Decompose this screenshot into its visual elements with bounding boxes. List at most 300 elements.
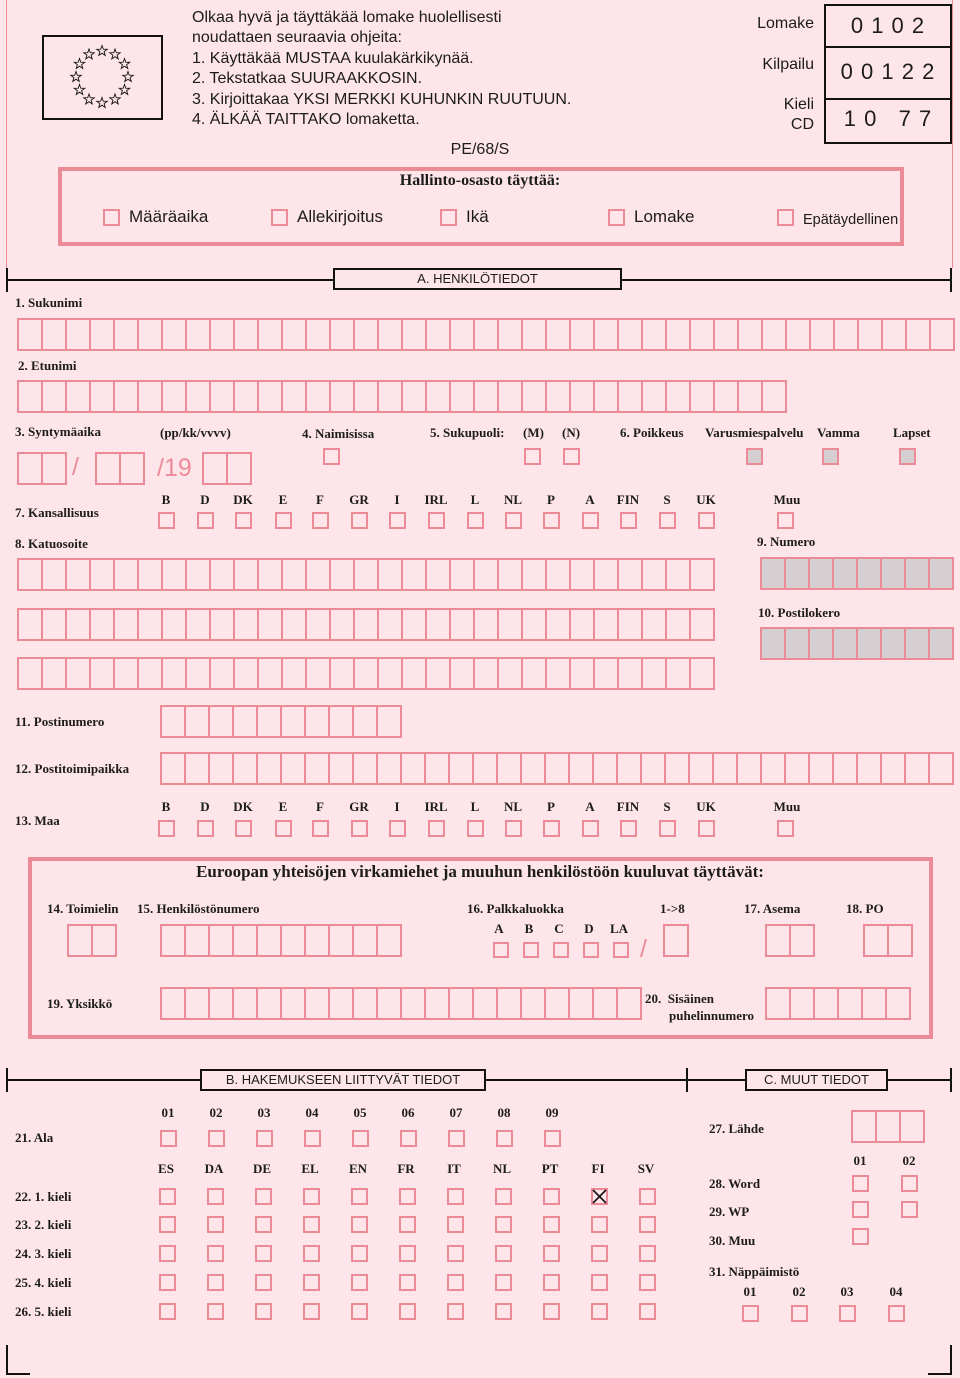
field-checkbox-01[interactable] — [160, 1130, 177, 1147]
source-boxes[interactable] — [851, 1110, 925, 1143]
language-checkbox-fr[interactable] — [399, 1188, 416, 1205]
char-box[interactable] — [834, 559, 858, 588]
language-checkbox-nl[interactable] — [495, 1303, 512, 1320]
char-box[interactable] — [930, 754, 954, 783]
nationality-checkbox-p[interactable] — [543, 512, 560, 529]
char-box[interactable] — [810, 629, 834, 658]
char-box[interactable] — [595, 610, 619, 639]
char-box[interactable] — [355, 659, 379, 688]
char-box[interactable] — [547, 560, 571, 589]
char-box[interactable] — [475, 659, 499, 688]
char-box[interactable] — [282, 707, 306, 736]
language-checkbox-el[interactable] — [303, 1216, 320, 1233]
char-box[interactable] — [571, 560, 595, 589]
char-box[interactable] — [547, 610, 571, 639]
char-box[interactable] — [426, 754, 450, 783]
char-box[interactable] — [379, 382, 403, 411]
country-checkbox-d[interactable] — [197, 820, 214, 837]
country-checkbox-gr[interactable] — [351, 820, 368, 837]
char-box[interactable] — [690, 754, 714, 783]
char-box[interactable] — [259, 610, 283, 639]
nationality-checkbox-d[interactable] — [197, 512, 214, 529]
char-box[interactable] — [859, 320, 883, 349]
char-box[interactable] — [427, 560, 451, 589]
char-box[interactable] — [259, 659, 283, 688]
nationality-checkbox-uk[interactable] — [698, 512, 715, 529]
char-box[interactable] — [643, 382, 667, 411]
char-box[interactable] — [643, 610, 667, 639]
sex-n-checkbox[interactable] — [563, 448, 580, 465]
language-checkbox-da[interactable] — [207, 1274, 224, 1291]
keyboard-checkbox-03[interactable] — [839, 1305, 856, 1322]
char-box[interactable] — [523, 560, 547, 589]
char-box[interactable] — [235, 659, 259, 688]
char-box[interactable] — [643, 320, 667, 349]
char-box[interactable] — [307, 560, 331, 589]
char-box[interactable] — [865, 926, 889, 955]
char-box[interactable] — [618, 989, 642, 1018]
language-checkbox-es[interactable] — [159, 1216, 176, 1233]
language-checkbox-en[interactable] — [351, 1216, 368, 1233]
exception-children-checkbox[interactable] — [899, 448, 916, 465]
country-checkbox-dk[interactable] — [235, 820, 252, 837]
married-checkbox[interactable] — [323, 448, 340, 465]
country-checkbox-uk[interactable] — [698, 820, 715, 837]
other-checkbox-01[interactable] — [852, 1228, 869, 1245]
field-checkbox-06[interactable] — [400, 1130, 417, 1147]
char-box[interactable] — [474, 754, 498, 783]
char-box[interactable] — [523, 659, 547, 688]
char-box[interactable] — [403, 610, 427, 639]
char-box[interactable] — [739, 382, 763, 411]
language-checkbox-da[interactable] — [207, 1245, 224, 1262]
char-box[interactable] — [667, 659, 691, 688]
char-box[interactable] — [67, 320, 91, 349]
field-checkbox-09[interactable] — [544, 1130, 561, 1147]
char-box[interactable] — [258, 926, 282, 955]
char-box[interactable] — [121, 454, 145, 483]
language-checkbox-pt[interactable] — [543, 1274, 560, 1291]
char-box[interactable] — [714, 754, 738, 783]
char-box[interactable] — [931, 320, 955, 349]
language-checkbox-it[interactable] — [447, 1303, 464, 1320]
char-box[interactable] — [234, 989, 258, 1018]
char-box[interactable] — [499, 320, 523, 349]
language-checkbox-el[interactable] — [303, 1245, 320, 1262]
country-checkbox-irl[interactable] — [428, 820, 445, 837]
char-box[interactable] — [595, 560, 619, 589]
language-checkbox-de[interactable] — [255, 1216, 272, 1233]
pobox-boxes[interactable] — [760, 627, 954, 660]
char-box[interactable] — [883, 320, 907, 349]
char-box[interactable] — [43, 454, 67, 483]
char-box[interactable] — [19, 560, 43, 589]
char-box[interactable] — [307, 659, 331, 688]
field-checkbox-03[interactable] — [256, 1130, 273, 1147]
char-box[interactable] — [258, 707, 282, 736]
char-box[interactable] — [877, 1112, 901, 1141]
char-box[interactable] — [858, 754, 882, 783]
char-box[interactable] — [451, 382, 475, 411]
char-box[interactable] — [810, 559, 834, 588]
char-box[interactable] — [475, 610, 499, 639]
char-box[interactable] — [43, 560, 67, 589]
char-box[interactable] — [930, 559, 954, 588]
language-checkbox-it[interactable] — [447, 1188, 464, 1205]
char-box[interactable] — [91, 382, 115, 411]
char-box[interactable] — [594, 989, 618, 1018]
char-box[interactable] — [163, 560, 187, 589]
char-box[interactable] — [643, 560, 667, 589]
char-box[interactable] — [115, 659, 139, 688]
grade-checkbox-b[interactable] — [523, 942, 539, 958]
char-box[interactable] — [834, 754, 858, 783]
char-box[interactable] — [762, 754, 786, 783]
char-box[interactable] — [450, 989, 474, 1018]
field-checkbox-05[interactable] — [352, 1130, 369, 1147]
char-box[interactable] — [811, 320, 835, 349]
char-box[interactable] — [163, 659, 187, 688]
char-box[interactable] — [571, 320, 595, 349]
char-box[interactable] — [139, 320, 163, 349]
number-boxes[interactable] — [760, 557, 954, 590]
language-checkbox-en[interactable] — [351, 1188, 368, 1205]
char-box[interactable] — [210, 754, 234, 783]
char-box[interactable] — [475, 382, 499, 411]
char-box[interactable] — [259, 382, 283, 411]
char-box[interactable] — [667, 320, 691, 349]
language-checkbox-pt[interactable] — [543, 1216, 560, 1233]
char-box[interactable] — [306, 707, 330, 736]
street-boxes-line-2[interactable] — [17, 608, 715, 641]
nationality-checkbox-i[interactable] — [389, 512, 406, 529]
char-box[interactable] — [354, 926, 378, 955]
char-box[interactable] — [306, 754, 330, 783]
char-box[interactable] — [403, 320, 427, 349]
char-box[interactable] — [619, 610, 643, 639]
char-box[interactable] — [450, 754, 474, 783]
char-box[interactable] — [571, 382, 595, 411]
char-box[interactable] — [739, 320, 763, 349]
language-checkbox-da[interactable] — [207, 1216, 224, 1233]
nationality-checkbox-s[interactable] — [659, 512, 676, 529]
char-box[interactable] — [19, 610, 43, 639]
char-box[interactable] — [97, 454, 121, 483]
keyboard-checkbox-04[interactable] — [888, 1305, 905, 1322]
birth-month-boxes[interactable] — [95, 452, 145, 485]
char-box[interactable] — [139, 382, 163, 411]
country-checkbox-l[interactable] — [467, 820, 484, 837]
char-box[interactable] — [887, 989, 911, 1018]
char-box[interactable] — [691, 610, 715, 639]
char-box[interactable] — [330, 707, 354, 736]
char-box[interactable] — [355, 382, 379, 411]
nationality-checkbox-dk[interactable] — [235, 512, 252, 529]
language-checkbox-da[interactable] — [207, 1188, 224, 1205]
nationality-checkbox-a[interactable] — [582, 512, 599, 529]
char-box[interactable] — [451, 320, 475, 349]
char-box[interactable] — [889, 926, 913, 955]
char-box[interactable] — [786, 629, 810, 658]
char-box[interactable] — [115, 320, 139, 349]
char-box[interactable] — [282, 926, 306, 955]
char-box[interactable] — [786, 754, 810, 783]
po-boxes[interactable] — [863, 924, 913, 957]
nationality-checkbox-b[interactable] — [158, 512, 175, 529]
char-box[interactable] — [306, 989, 330, 1018]
char-box[interactable] — [283, 659, 307, 688]
char-box[interactable] — [571, 659, 595, 688]
char-box[interactable] — [235, 560, 259, 589]
char-box[interactable] — [187, 610, 211, 639]
char-box[interactable] — [228, 454, 252, 483]
wp-checkbox-01[interactable] — [852, 1201, 869, 1218]
char-box[interactable] — [499, 659, 523, 688]
char-box[interactable] — [211, 560, 235, 589]
char-box[interactable] — [571, 610, 595, 639]
char-box[interactable] — [139, 610, 163, 639]
char-box[interactable] — [762, 559, 786, 588]
char-box[interactable] — [882, 559, 906, 588]
char-box[interactable] — [858, 559, 882, 588]
char-box[interactable] — [234, 707, 258, 736]
char-box[interactable] — [451, 560, 475, 589]
char-box[interactable] — [283, 320, 307, 349]
char-box[interactable] — [258, 989, 282, 1018]
char-box[interactable] — [546, 754, 570, 783]
field-checkbox-07[interactable] — [448, 1130, 465, 1147]
char-box[interactable] — [547, 382, 571, 411]
char-box[interactable] — [595, 659, 619, 688]
language-checkbox-es[interactable] — [159, 1274, 176, 1291]
language-checkbox-de[interactable] — [255, 1188, 272, 1205]
birth-year-boxes[interactable] — [202, 452, 252, 485]
char-box[interactable] — [19, 659, 43, 688]
char-box[interactable] — [907, 320, 931, 349]
nationality-checkbox-irl[interactable] — [428, 512, 445, 529]
char-box[interactable] — [882, 754, 906, 783]
char-box[interactable] — [330, 754, 354, 783]
char-box[interactable] — [815, 989, 839, 1018]
char-box[interactable] — [767, 989, 791, 1018]
language-checkbox-el[interactable] — [303, 1274, 320, 1291]
char-box[interactable] — [570, 754, 594, 783]
char-box[interactable] — [643, 659, 667, 688]
char-box[interactable] — [355, 560, 379, 589]
postcode-boxes[interactable] — [160, 705, 402, 738]
char-box[interactable] — [43, 659, 67, 688]
char-box[interactable] — [283, 382, 307, 411]
language-checkbox-en[interactable] — [351, 1245, 368, 1262]
char-box[interactable] — [835, 320, 859, 349]
field-checkbox-08[interactable] — [496, 1130, 513, 1147]
grade-checkbox-c[interactable] — [553, 942, 569, 958]
char-box[interactable] — [331, 560, 355, 589]
sex-m-checkbox[interactable] — [524, 448, 541, 465]
char-box[interactable] — [355, 320, 379, 349]
institution-boxes[interactable] — [67, 924, 117, 957]
position-boxes[interactable] — [765, 924, 815, 957]
char-box[interactable] — [402, 989, 426, 1018]
char-box[interactable] — [546, 989, 570, 1018]
char-box[interactable] — [43, 610, 67, 639]
char-box[interactable] — [211, 382, 235, 411]
char-box[interactable] — [499, 610, 523, 639]
char-box[interactable] — [595, 382, 619, 411]
char-box[interactable] — [691, 320, 715, 349]
char-box[interactable] — [379, 610, 403, 639]
field-checkbox-04[interactable] — [304, 1130, 321, 1147]
char-box[interactable] — [211, 659, 235, 688]
language-checkbox-sv[interactable] — [639, 1274, 656, 1291]
char-box[interactable] — [379, 659, 403, 688]
language-checkbox-it[interactable] — [447, 1274, 464, 1291]
char-box[interactable] — [691, 560, 715, 589]
char-box[interactable] — [427, 382, 451, 411]
char-box[interactable] — [595, 320, 619, 349]
language-checkbox-fi[interactable] — [591, 1188, 608, 1205]
country-checkbox-b[interactable] — [158, 820, 175, 837]
phone-boxes[interactable] — [765, 987, 911, 1020]
country-checkbox-p[interactable] — [543, 820, 560, 837]
language-checkbox-en[interactable] — [351, 1303, 368, 1320]
char-box[interactable] — [475, 560, 499, 589]
char-box[interactable] — [259, 560, 283, 589]
char-box[interactable] — [69, 926, 93, 955]
char-box[interactable] — [19, 382, 43, 411]
char-box[interactable] — [139, 659, 163, 688]
char-box[interactable] — [43, 382, 67, 411]
char-box[interactable] — [715, 320, 739, 349]
grade-checkbox-d[interactable] — [583, 942, 599, 958]
char-box[interactable] — [67, 659, 91, 688]
country-checkbox-s[interactable] — [659, 820, 676, 837]
char-box[interactable] — [403, 659, 427, 688]
char-box[interactable] — [210, 707, 234, 736]
char-box[interactable] — [162, 754, 186, 783]
language-checkbox-fr[interactable] — [399, 1216, 416, 1233]
char-box[interactable] — [767, 926, 791, 955]
char-box[interactable] — [162, 926, 186, 955]
char-box[interactable] — [665, 926, 689, 955]
char-box[interactable] — [930, 629, 954, 658]
char-box[interactable] — [67, 382, 91, 411]
char-box[interactable] — [547, 659, 571, 688]
language-checkbox-es[interactable] — [159, 1303, 176, 1320]
char-box[interactable] — [163, 610, 187, 639]
char-box[interactable] — [426, 989, 450, 1018]
char-box[interactable] — [853, 1112, 877, 1141]
char-box[interactable] — [378, 989, 402, 1018]
language-checkbox-fr[interactable] — [399, 1245, 416, 1262]
nationality-checkbox-gr[interactable] — [351, 512, 368, 529]
char-box[interactable] — [330, 989, 354, 1018]
char-box[interactable] — [906, 559, 930, 588]
admin-checkbox-ika[interactable] — [440, 209, 457, 226]
char-box[interactable] — [691, 382, 715, 411]
char-box[interactable] — [882, 629, 906, 658]
firstname-boxes[interactable] — [17, 380, 787, 413]
language-checkbox-nl[interactable] — [495, 1216, 512, 1233]
language-checkbox-it[interactable] — [447, 1216, 464, 1233]
char-box[interactable] — [666, 754, 690, 783]
char-box[interactable] — [810, 754, 834, 783]
char-box[interactable] — [162, 707, 186, 736]
char-box[interactable] — [378, 926, 402, 955]
char-box[interactable] — [163, 320, 187, 349]
char-box[interactable] — [19, 320, 43, 349]
char-box[interactable] — [283, 560, 307, 589]
language-checkbox-el[interactable] — [303, 1303, 320, 1320]
char-box[interactable] — [331, 382, 355, 411]
language-checkbox-sv[interactable] — [639, 1216, 656, 1233]
char-box[interactable] — [186, 989, 210, 1018]
char-box[interactable] — [451, 610, 475, 639]
char-box[interactable] — [762, 629, 786, 658]
unit-boxes[interactable] — [160, 987, 642, 1020]
char-box[interactable] — [187, 560, 211, 589]
char-box[interactable] — [186, 707, 210, 736]
char-box[interactable] — [451, 659, 475, 688]
admin-checkbox-lomake[interactable] — [608, 209, 625, 226]
country-checkbox-muu[interactable] — [777, 820, 794, 837]
char-box[interactable] — [379, 560, 403, 589]
language-checkbox-pt[interactable] — [543, 1245, 560, 1262]
char-box[interactable] — [234, 926, 258, 955]
char-box[interactable] — [523, 610, 547, 639]
char-box[interactable] — [863, 989, 887, 1018]
char-box[interactable] — [306, 926, 330, 955]
char-box[interactable] — [427, 659, 451, 688]
language-checkbox-el[interactable] — [303, 1188, 320, 1205]
char-box[interactable] — [427, 610, 451, 639]
char-box[interactable] — [619, 320, 643, 349]
char-box[interactable] — [258, 754, 282, 783]
staff-number-boxes[interactable] — [160, 924, 402, 957]
char-box[interactable] — [354, 754, 378, 783]
char-box[interactable] — [67, 560, 91, 589]
char-box[interactable] — [378, 754, 402, 783]
char-box[interactable] — [403, 560, 427, 589]
country-checkbox-fin[interactable] — [620, 820, 637, 837]
char-box[interactable] — [307, 610, 331, 639]
keyboard-checkbox-02[interactable] — [791, 1305, 808, 1322]
char-box[interactable] — [91, 560, 115, 589]
language-checkbox-da[interactable] — [207, 1303, 224, 1320]
char-box[interactable] — [474, 989, 498, 1018]
char-box[interactable] — [115, 382, 139, 411]
char-box[interactable] — [427, 320, 451, 349]
char-box[interactable] — [331, 320, 355, 349]
char-box[interactable] — [763, 320, 787, 349]
admin-checkbox-maaraaika[interactable] — [103, 209, 120, 226]
nationality-checkbox-f[interactable] — [312, 512, 329, 529]
char-box[interactable] — [787, 320, 811, 349]
admin-checkbox-epataydellinen[interactable] — [777, 209, 794, 226]
char-box[interactable] — [906, 629, 930, 658]
char-box[interactable] — [858, 629, 882, 658]
char-box[interactable] — [93, 926, 117, 955]
language-checkbox-de[interactable] — [255, 1274, 272, 1291]
char-box[interactable] — [523, 320, 547, 349]
keyboard-checkbox-01[interactable] — [742, 1305, 759, 1322]
char-box[interactable] — [547, 320, 571, 349]
char-box[interactable] — [187, 320, 211, 349]
char-box[interactable] — [204, 454, 228, 483]
language-checkbox-fr[interactable] — [399, 1274, 416, 1291]
char-box[interactable] — [618, 754, 642, 783]
char-box[interactable] — [594, 754, 618, 783]
